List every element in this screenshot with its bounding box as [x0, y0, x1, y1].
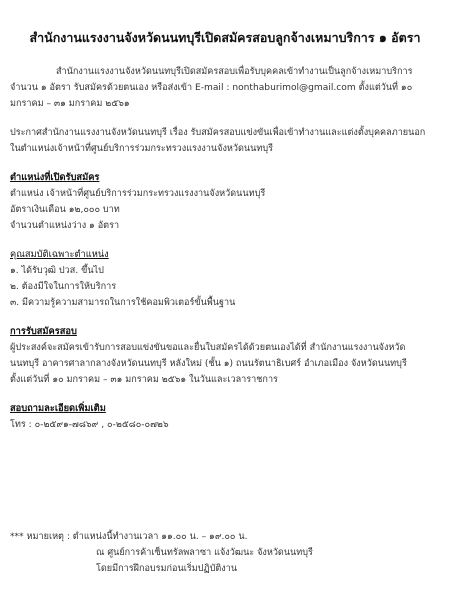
note-line-2: ณ ศูนย์การค้าเซ็นทรัลพลาซา แจ้งวัฒนะ จังหวัดนนทบุรี: [96, 548, 313, 558]
qualification-item: ๓. มีความรู้ความสามารถในการใช้คอมพิวเตอร์ขั้นพื้นฐาน: [10, 298, 236, 308]
note-line-3: โดยมีการฝึกอบรมก่อนเริ่มปฏิบัติงาน: [96, 564, 238, 574]
application-line-1: ผู้ประสงค์จะสมัครเข้ารับการสอบแข่งขันขอและยื่นใบสมัครได้ด้วยตนเองได้ที่ สำนักงานแรงงานจังหวัด: [10, 343, 406, 353]
intro-line-1: สำนักงานแรงงานจังหวัดนนทบุรีเปิดสมัครสอบเพื่อรับบุคคลเข้าทำงานเป็นลูกจ้างเหมาบริการ: [56, 67, 413, 77]
page-title: สำนักงานแรงงานจังหวัดนนทบุรีเปิดสมัครสอบลูกจ้างเหมาบริการ ๑ อัตรา: [29, 30, 421, 45]
intro-line-3: มกราคม – ๓๑ มกราคม ๒๕๖๑: [10, 99, 130, 109]
intro-line-2: จำนวน ๑ อัตรา รับสมัครด้วยตนเอง หรือส่งเข้า E-mail : nonthaburimol@gmail.com ตั้งแต่วันที่ ๑๐: [10, 83, 413, 93]
position-salary: อัตราเงินเดือน ๑๒,๐๐๐ บาท: [10, 205, 120, 215]
announcement-line-1: ประกาศสำนักงานแรงงานจังหวัดนนทบุรี เรื่อง รับสมัครสอบแข่งขันเพื่อเข้าทำงานและแต่งตั้งบุคคลภายนอก: [10, 128, 426, 138]
note-line-1: *** หมายเหตุ : ตำแหน่งนี้ทำงานเวลา ๑๑.๐๐ น. – ๑๙.๐๐ น.: [10, 532, 248, 542]
application-line-3: ตั้งแต่วันที่ ๑๐ มกราคม – ๓๑ มกราคม ๒๕๖๑ ในวันและเวลาราชการ: [10, 375, 278, 385]
position-title: ตำแหน่ง เจ้าหน้าที่ศูนย์บริการร่วมกระทรวงแรงงานจังหวัดนนทบุรี: [10, 189, 266, 199]
qualifications-heading: คุณสมบัติเฉพาะตำแหน่ง: [10, 249, 109, 260]
qualification-item: ๒. ต้องมีใจในการให้บริการ: [10, 282, 117, 292]
qualification-item: ๑. ได้รับวุฒิ ปวส. ขึ้นไป: [10, 266, 104, 276]
contact-phone: โทร : ๐-๒๕๙๑-๗๘๖๙ , ๐-๒๕๘๐-๐๗๒๖: [10, 420, 169, 430]
position-vacancies: จำนวนตำแหน่งว่าง ๑ อัตรา: [10, 221, 120, 231]
position-heading: ตำแหน่งที่เปิดรับสมัคร: [10, 172, 100, 183]
contact-heading: สอบถามละเอียดเพิ่มเติม: [10, 403, 106, 414]
application-line-2: นนทบุรี อาคารศาลากลางจังหวัดนนทบุรี หลังใหม่ (ชั้น ๑) ถนนรัตนาธิเบศร์ อำเภอเมือง จังหวัดนนทบุรี: [10, 359, 407, 369]
announcement-line-2: ในตำแหน่งเจ้าหน้าที่ศูนย์บริการร่วมกระทรวงแรงงานจังหวัดนนทบุรี: [10, 144, 273, 154]
application-heading: การรับสมัครสอบ: [10, 326, 77, 337]
